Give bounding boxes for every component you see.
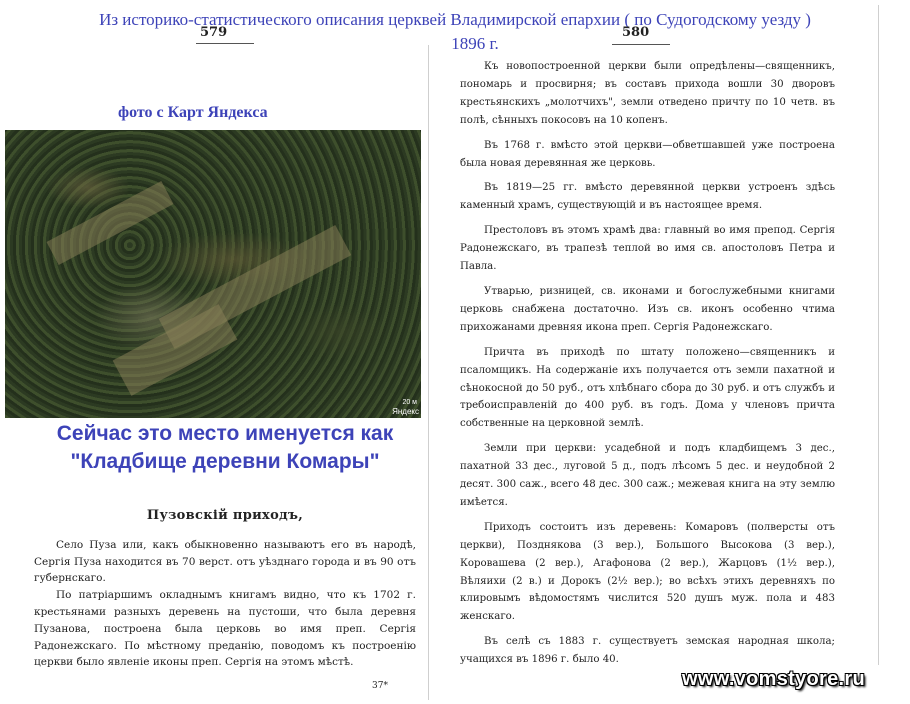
page-divider: [428, 45, 429, 700]
map-brand-label: Яндекс: [392, 407, 419, 416]
right-page-text: [460, 58, 835, 676]
map-scale-label: 20 м: [402, 399, 417, 406]
right-page-edge: [878, 5, 879, 665]
place-caption-line-1: Сейчас это место именуется как: [56, 422, 394, 445]
left-page-number: 579: [200, 25, 228, 40]
right-paragraph: Въ селѣ съ 1883 г. существуетъ земская народная школа; учащихся въ 1896 г. было 40.: [460, 636, 835, 666]
document-header: [0, 8, 910, 56]
place-caption: [30, 420, 420, 476]
photo-caption: фото с Карт Яндекса: [118, 104, 268, 121]
right-page-number: 580: [622, 25, 650, 40]
header-line-2: 1896 г.: [451, 34, 499, 53]
place-caption-line-2: "Кладбище деревни Комары": [70, 450, 380, 473]
site-watermark: www.vomstyore.ru: [682, 668, 865, 690]
right-paragraph: Къ новопостроенной церкви были опредѣлены—священникъ, пономарь и просвирня; въ составъ прихода вошли 30 дворовъ крестьянскихъ „молотчихъ", земли отведено причту по 10 четв. въ полѣ, сѣнныхъ покосовъ на 10 копенъ.: [460, 61, 835, 126]
page-footnote: 37*: [372, 681, 388, 691]
parish-title: Пузовскій приходъ,: [146, 508, 304, 523]
right-paragraph: Въ 1768 г. вмѣсто этой церкви—обветшавшей уже построена была новая деревянная же церковь.: [460, 139, 835, 169]
left-paragraph: Село Пуза или, какъ обыкновенно называютъ его въ народѣ, Сергія Пуза находится въ 70 верст. отъ уѣзднаго города и въ 90 отъ губернскаго.: [34, 538, 416, 585]
map-clearing: [47, 181, 174, 265]
left-page-text: [34, 508, 416, 691]
right-paragraph: Въ 1819—25 гг. вмѣсто деревянной церкви устроенъ здѣсь каменный храмъ, существующій и въ настоящее время.: [460, 182, 835, 212]
right-paragraph: Земли при церкви: усадебной и подъ кладбищемъ 3 дес., пахатной 33 дес., луговой 5 д., подъ лѣсомъ 5 дес. и неудобной 2 десят. 300 саж., всего 48 дес. 300 саж.; межевая книга на эту землю имѣется.: [460, 443, 835, 508]
right-paragraph: Утварью, ризницей, св. иконами и богослужебными книгами церковь снабжена достаточно. Изъ св. иконъ особенно чтима прихожанами древняя икона преп. Сергія Радонежскаго.: [460, 285, 835, 333]
right-paragraph: Причта въ приходѣ по штату положено—священникъ и псаломщикъ. На содержаніе ихъ получается отъ земли пахатной и сѣнокосной до 50 руб., отъ хлѣбнаго сбора до 30 руб. и отъ службъ и требоисправленій до 400 руб. въ годъ. Дома у членовъ причта собственные на церковной землѣ.: [460, 346, 835, 430]
left-page-rule: [196, 43, 254, 44]
right-paragraph: Приходъ состоитъ изъ деревень: Комаровъ (полверсты отъ церкви), Позднякова (3 вер.), Большого Высокова (3 вер.), Коровашева (2 вер.), Агафонова (2 вер.), Жарцовъ (1½ вер.), Вѣляихи (2 в.) и Дорокъ (2½ вер.); во всѣхъ этихъ деревняхъ по клировымъ вѣдомостямъ числится 520 душъ муж. пола и 483 женскаго.: [460, 521, 835, 623]
left-paragraph: По патріаршимъ окладнымъ книгамъ видно, что къ 1702 г. крестьянами разныхъ деревень на пустоши, что была деревня Пузанова, построена была церковь во имя преп. Сергія Радонежскаго. По мѣстному преданію, поводомъ къ построенію церкви было явленіе иконы преп. Сергія на этомъ мѣстѣ.: [34, 589, 416, 669]
right-page-rule: [612, 44, 670, 45]
satellite-map-image: [5, 130, 421, 418]
header-line-1: Из историко-статистического описания церквей Владимирской епархии ( по Судогодскому уезду ): [99, 10, 811, 29]
right-paragraph: Престоловъ въ этомъ храмѣ два: главный во имя препод. Сергія Радонежскаго, въ трапезѣ теплой во имя св. апостоловъ Петра и Павла.: [460, 225, 835, 273]
